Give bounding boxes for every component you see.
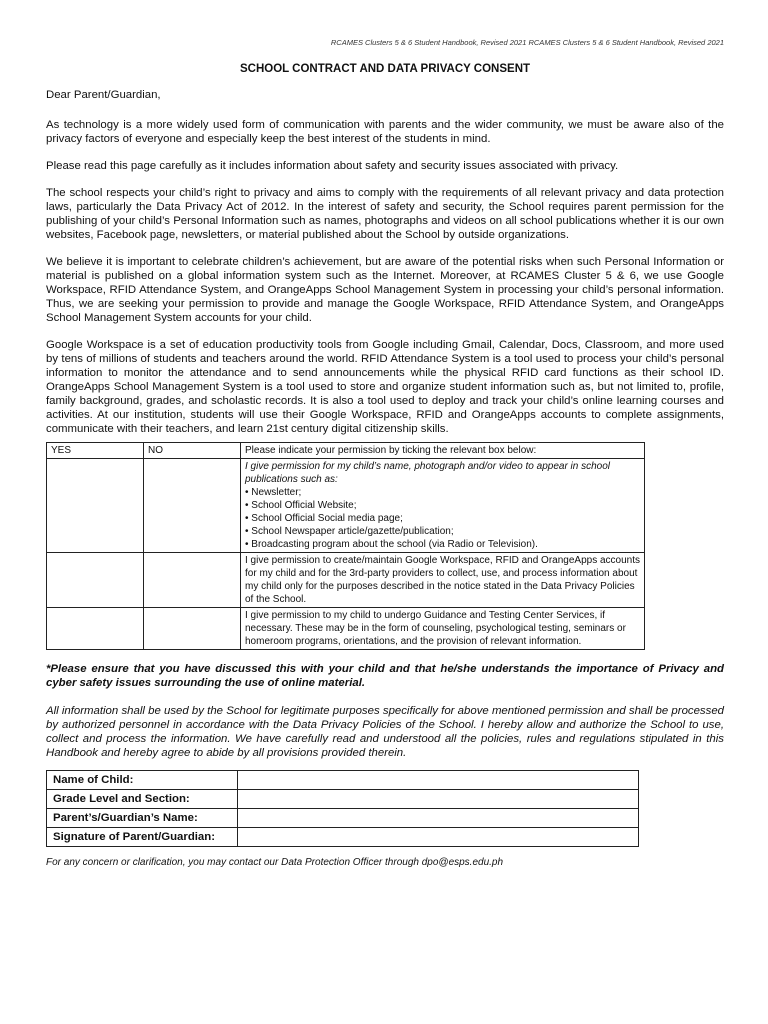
signature-field[interactable] — [238, 828, 639, 847]
grade-section-label: Grade Level and Section: — [47, 790, 238, 809]
authorization-statement: All information shall be used by the School for legitimate purposes specifically for above mentioned permission and shall be processed by authorized personnel in accordance with the Data Privacy Policies of the School. I hereby allow and authorize the School to use, collect and process the information. We have carefully read and understood all the policies, rules and regulations stipulated in this Handbook and hereby agree to abide by all provisions provided therein. — [46, 705, 724, 759]
no-header: NO — [144, 443, 241, 459]
document-page — [46, 38, 724, 868]
table-row — [47, 771, 639, 790]
guardian-name-field[interactable] — [238, 809, 639, 828]
instruction-header: Please indicate your permission by ticking the relevant box below: — [241, 443, 645, 459]
paragraph-2: Please read this page carefully as it includes information about safety and security issues associated with privacy. — [46, 160, 619, 172]
paragraph-4: We believe it is important to celebrate children’s achievement, but are aware of the potential risks when such Personal Information or material is published on a global information system such as the Internet. Moreover, at RCAMES Cluster 5 & 6, we use Google Workspace, RFID Attendance System, and OrangeApps School Management System in processing your child’s personal information. Thus, we are seeking your permission to provide and manage the Google Workspace, RFID Attendance System, and OrangeApps School Management System accounts for your child. — [46, 256, 724, 324]
yes-header: YES — [47, 443, 144, 459]
guardian-name-label: Parent’s/Guardian’s Name: — [47, 809, 238, 828]
permission-intro: I give permission for my child’s name, photograph and/or video to appear in school publications such as: — [245, 461, 611, 485]
permission-text-cell — [241, 459, 645, 553]
list-item: • Broadcasting program about the school (via Radio or Television). — [245, 538, 640, 551]
permission-table — [46, 442, 645, 650]
permission-row-accounts — [47, 553, 645, 608]
child-name-label: Name of Child: — [47, 771, 238, 790]
page-title: SCHOOL CONTRACT AND DATA PRIVACY CONSENT — [239, 63, 531, 75]
running-header: RCAMES Clusters 5 & 6 Student Handbook, Revised 2021 RCAMES Clusters 5 & 6 Student Handbook, Revised 2021 — [330, 38, 724, 47]
salutation: Dear Parent/Guardian, — [46, 89, 161, 101]
list-item: • Newsletter; — [245, 486, 640, 499]
table-row — [47, 809, 639, 828]
publication-list — [245, 486, 640, 551]
no-checkbox-cell[interactable] — [144, 608, 241, 650]
permission-row-publications — [47, 459, 645, 553]
permission-text-cell: I give permission to create/maintain Google Workspace, RFID and OrangeApps accounts for my child and for the 3rd-party providers to collect, use, and process information about my child only for the purposes described in the notice stated in the Data Privacy Policies of the School. — [241, 553, 645, 608]
list-item: • School Official Website; — [245, 499, 640, 512]
yes-checkbox-cell[interactable] — [47, 553, 144, 608]
paragraph-3: The school respects your child’s right to privacy and aims to comply with the requirements of all relevant privacy and data protection laws, particularly the Data Privacy Act of 2012. In the interest of safety and security, the School requires parent permission for the publishing of your child’s Personal Information such as names, photographs and videos on all school publications whether it is our own websites, Facebook page, newsletters, or material published about the School by outside organizations. — [46, 187, 724, 241]
child-name-field[interactable] — [238, 771, 639, 790]
signature-label: Signature of Parent/Guardian: — [47, 828, 238, 847]
list-item: • School Official Social media page; — [245, 512, 640, 525]
permission-row-guidance — [47, 608, 645, 650]
table-row — [47, 790, 639, 809]
privacy-notice: *Please ensure that you have discussed this with your child and that he/she understands the importance of Privacy and cyber safety issues surrounding the use of online material. — [46, 663, 724, 689]
signature-table — [46, 770, 639, 847]
no-checkbox-cell[interactable] — [144, 459, 241, 553]
list-item: • School Newspaper article/gazette/publication; — [245, 525, 640, 538]
paragraph-1: As technology is a more widely used form of communication with parents and the wider community, we must be aware also of the privacy factors of everyone and especially keep the best interest of the students in mind. — [46, 119, 724, 145]
yes-checkbox-cell[interactable] — [47, 459, 144, 553]
contact-footer: For any concern or clarification, you may contact our Data Protection Officer through dpo@esps.edu.ph — [46, 857, 504, 868]
table-row — [47, 828, 639, 847]
grade-section-field[interactable] — [238, 790, 639, 809]
no-checkbox-cell[interactable] — [144, 553, 241, 608]
yes-checkbox-cell[interactable] — [47, 608, 144, 650]
permission-text-cell: I give permission to my child to undergo Guidance and Testing Center Services, if necessary. These may be in the form of counseling, psychological testing, seminars or homeroom programs, orientations, and the provision of relevant information. — [241, 608, 645, 650]
paragraph-5: Google Workspace is a set of education productivity tools from Google including Gmail, Calendar, Docs, Classroom, and more used by tens of millions of students and teachers around the world. RFID Attendance System is a tool used to process your child’s personal information to monitor the attendance and to send announcements while the physical RFID card functions as their school ID. OrangeApps School Management System is a tool used to store and organize student information such as, but not limited to, profile, family background, grades, and scholastic records. It is also a tool used to deploy and track your child’s online learning courses and activities. At our institution, students will use their Google Workspace, RFID and OrangeApps accounts to complete assignments, communicate with their teachers, and learn 21st century digital citizenship skills. — [46, 339, 724, 435]
permission-header-row — [47, 443, 645, 459]
